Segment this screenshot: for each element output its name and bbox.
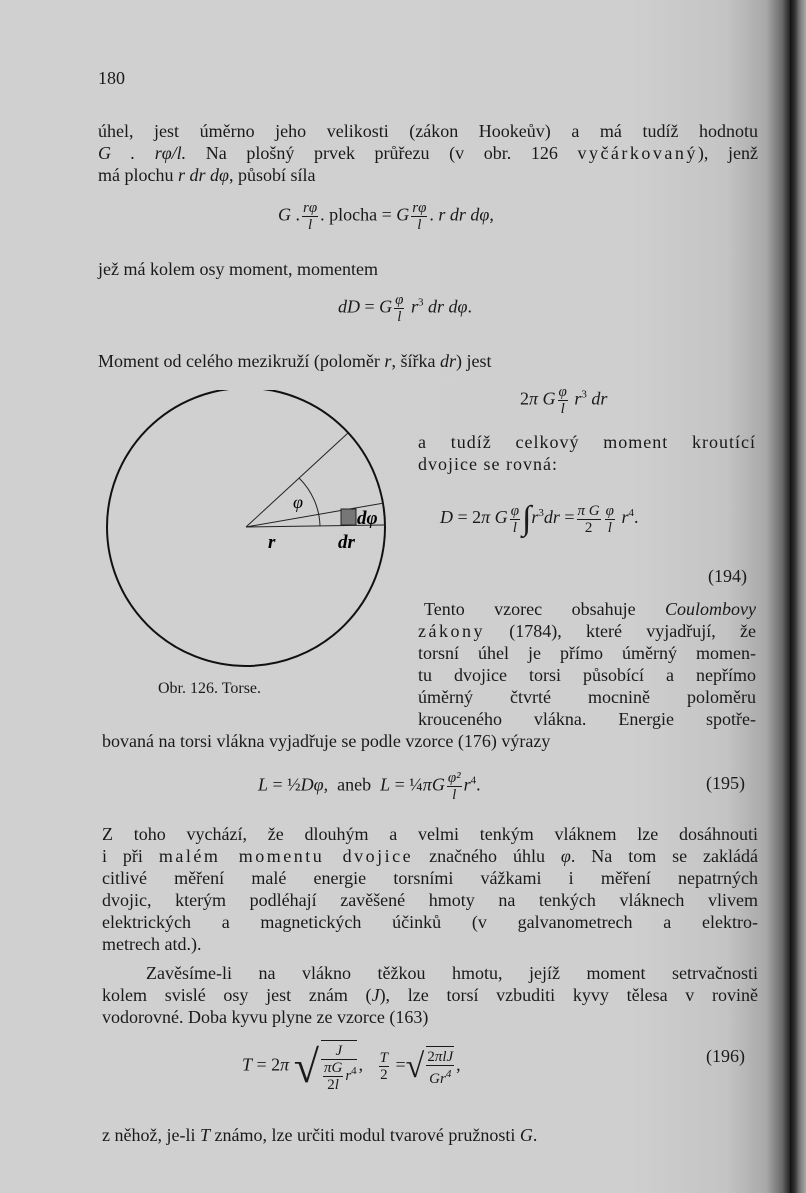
text-line: tu dvojice torsi působící a nepřímo — [418, 665, 756, 685]
equation-196: T = 2π √ J $\frac{\pi G}{2l}$ $r^4$ , $\frac{T}{2}$ =√ $\frac{\text{2πlJ}}{Gr^4}$ , — [242, 1041, 461, 1093]
text-line: elektrických a magnetických účinků (v galvanometrech a elektro- — [102, 912, 758, 932]
phi-label: φ — [293, 492, 303, 512]
text-line: G . rφ/l. Na plošný prvek průřezu (v obr. 126 vyčárkovaný), jenž — [98, 143, 758, 163]
equation-194: D = 2π G $\frac{\varphi}{l}$ $\int r^3dr$ = $\frac{\text{π G}}{2}$ $\frac{\varphi}{l}$ $r^4$. — [440, 500, 639, 537]
text-line: i při malém momentu dvojice značného úhlu φ. Na tom se zakládá — [102, 846, 758, 866]
text-line: úměrný čtvrté mocnině poloměru — [418, 687, 756, 707]
text-line: metrech atd.). — [102, 934, 202, 954]
equation-number-195: (195) — [706, 773, 745, 793]
text-line: dvojic, kterým podléhají zavěšené hmoty na tenkých vláknech vlivem — [102, 890, 758, 910]
figure-caption: Obr. 126. Torse. — [158, 680, 262, 697]
text-line: Zavěsíme-li na vlákno těžkou hmotu, jejíž moment setrvačnosti — [146, 963, 758, 983]
text-line: z něhož, je-li T známo, lze určiti modul tvarové pružnosti G. — [102, 1125, 538, 1145]
text-line: krouceného vlákna. Energie spotře- — [418, 709, 756, 729]
text-line: úhel, jest úměrno jeho velikosti (zákon Hookeův) a má tudíž hodnotu — [98, 121, 758, 141]
text-line: Moment od celého mezikruží (poloměr r, šířka dr) jest — [98, 351, 492, 371]
text-line: má plochu r dr dφ, působí síla — [98, 165, 316, 185]
text-line: torsní úhel je přímo úměrný momen- — [418, 643, 756, 663]
page-edge-shadow — [790, 0, 806, 1193]
equation-dD: dD = G $\frac{\varphi}{l}$ $r^3$ dr dφ. — [338, 292, 472, 325]
text-line: Tento vzorec obsahuje Coulombovy — [424, 599, 756, 619]
text-line: vodorovné. Doba kyvu plyne ze vzorce (163) — [102, 1007, 429, 1027]
text-line: citlivé měření malé energie torsními vážkami i měření nepatrných — [102, 868, 758, 888]
text-line: kolem svislé osy jest znám (J), lze torsí vzbuditi kyvy tělesa v rovině — [102, 985, 759, 1005]
dphi-label: dφ — [357, 508, 378, 529]
equation-195: L = ½Dφ, aneb L = ¼πG $\frac{\text{φ²}}{l}$ $r^4$. — [258, 770, 481, 803]
equation-force: G . $\frac{r\varphi}{l}$ . plocha = G $\frac{r\varphi}{l}$ . r dr dφ, — [278, 200, 494, 233]
r-label: r — [268, 532, 276, 553]
text-line: Z toho vychází, že dlouhým a velmi tenkým vláknem lze dosáhnouti — [102, 824, 758, 844]
text-line: jež má kolem osy moment, momentem — [98, 259, 378, 279]
equation-number-196: (196) — [706, 1046, 745, 1066]
page-number: 180 — [98, 68, 125, 88]
text-line: bovaná na torsi vlákna vyjadřuje se podle vzorce (176) výrazy — [102, 731, 551, 751]
equation-number-194: (194) — [708, 566, 747, 586]
equation-ring: 2π G $\frac{\varphi}{l}$ $r^3$ dr — [520, 384, 608, 417]
text-line: dvojice se rovná: — [418, 454, 558, 474]
text-line: a tudíž celkový moment kroutící — [418, 432, 756, 452]
text-line: zákony (1784), které vyjadřují, že — [418, 621, 756, 641]
torsion-figure — [100, 390, 410, 680]
dr-label: dr — [338, 532, 355, 553]
